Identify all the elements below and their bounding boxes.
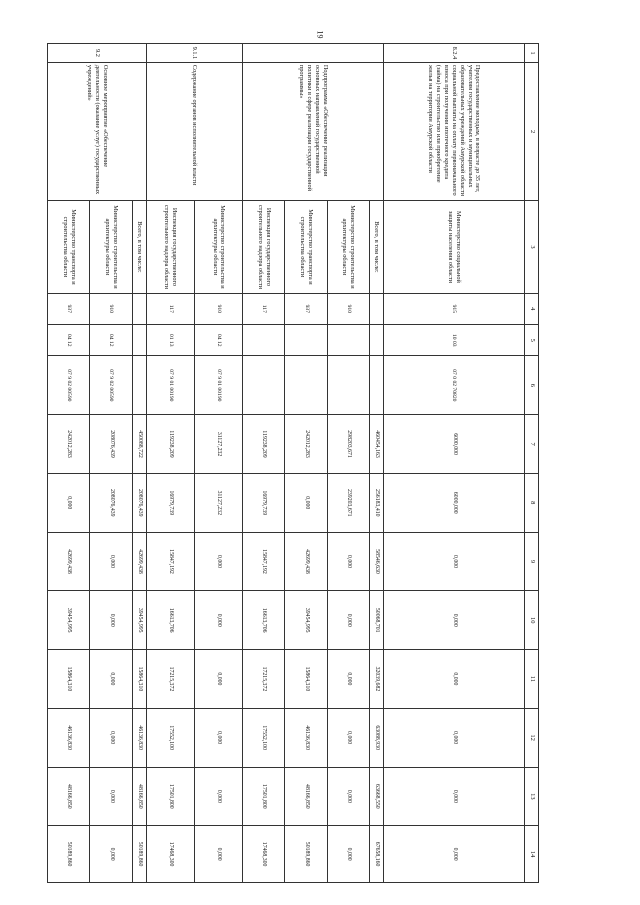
header-cell: 13 [524,767,538,826]
value-cell: 460454,163 [369,415,383,474]
value-cell: 0,000 [384,826,525,883]
value-cell: 63668,550 [369,767,383,826]
header-row [524,44,538,883]
value-cell: 15864,310 [285,650,327,709]
value-cell: 0,000 [48,473,90,532]
rzpr-code [132,325,146,356]
header-cell: 3 [524,201,538,293]
value-cell: 0,000 [90,708,132,767]
rzpr-code [285,325,327,356]
rzpr-code [243,325,285,356]
value-cell: 6000,000 [384,473,525,532]
grbs-code: 937 [285,293,327,324]
value-cell: 0,000 [384,767,525,826]
value-cell: 0,000 [194,650,242,709]
value-cell: 32039,682 [369,650,383,709]
value-cell: 39454,995 [132,591,146,650]
value-cell: 15864,310 [48,650,90,709]
value-cell: 450088,722 [132,415,146,474]
value-cell: 0,000 [384,708,525,767]
table-row [369,44,383,883]
header-cell: 2 [524,62,538,200]
value-cell: 63088,930 [369,708,383,767]
value-cell: 0,000 [90,650,132,709]
value-cell: 119238,209 [243,415,285,474]
executor: Министерство социальной защиты населения области [384,201,525,293]
row-number [243,44,384,63]
value-cell: 239203,671 [327,473,369,532]
value-cell: 0,000 [384,650,525,709]
value-cell: 15847,192 [146,532,194,591]
executor: Всего, в том числе: [132,201,146,293]
executor: Министерство строительства и архитектуры области [90,201,132,293]
rzpr-code: 01 13 [146,325,194,356]
value-cell: 119238,209 [146,415,194,474]
value-cell: 0,000 [327,591,369,650]
value-cell: 0,000 [194,767,242,826]
csr-code: 07 9 02 00590 [90,356,132,415]
csr-code [243,356,285,415]
value-cell: 46136,830 [285,708,327,767]
value-cell: 0,000 [327,767,369,826]
value-cell: 0,000 [194,708,242,767]
header-cell: 12 [524,708,538,767]
value-cell: 16979,739 [146,473,194,532]
rzpr-code [327,325,369,356]
budget-table [47,43,539,883]
executor: Министерство транспорта и строительства области [285,201,327,293]
value-cell: 16613,706 [146,591,194,650]
value-cell: 256183,410 [369,473,383,532]
rzpr-code: 10 03 [384,325,525,356]
value-cell: 0,000 [90,532,132,591]
value-cell: 0,000 [327,708,369,767]
value-cell: 15864,310 [132,650,146,709]
csr-code: 07 9 01 00190 [146,356,194,415]
grbs-code: 910 [327,293,369,324]
header-cell: 5 [524,325,538,356]
value-cell: 242012,283 [48,415,90,474]
executor: Инспекция государственного строительного надзора области [243,201,285,293]
csr-code: 07 0 02 70820 [384,356,525,415]
value-cell: 17552,100 [243,708,285,767]
value-cell: 17552,100 [146,708,194,767]
event-name: Подпрограмма «Обеспечение реализации основных направлений государственной политики в сфере реализации государственной программы» [243,62,384,200]
value-cell: 17215,372 [243,650,285,709]
value-cell: 31127,232 [194,415,242,474]
value-cell: 50189,860 [132,826,146,883]
table-row [384,44,525,883]
value-cell: 0,000 [90,767,132,826]
page-number: 19 [315,30,325,39]
value-cell: 39454,995 [48,591,90,650]
value-cell: 58546,630 [369,532,383,591]
value-cell: 0,000 [384,532,525,591]
value-cell: 298203,671 [327,415,369,474]
rzpr-code: 04 12 [48,325,90,356]
csr-code [285,356,327,415]
value-cell: 50189,860 [48,826,90,883]
value-cell: 17215,372 [146,650,194,709]
event-name: Предоставление молодым, в возрасте до 35 лет, учителям государственных и муниципальных образовательных учреждений Амурской области социальной выплаты на оплату первоначального взноса при получении ипотечного кредита (займа) на строительство или приобретение жилья на территории Амурской области [384,62,525,200]
header-cell: 1 [524,44,538,63]
value-cell: 0,000 [327,826,369,883]
value-cell: 50068,701 [369,591,383,650]
value-cell: 46136,830 [132,708,146,767]
table-area [47,43,539,883]
rzpr-code: 04 12 [194,325,242,356]
row-number: 9.2 [48,44,147,63]
rzpr-code: 04 12 [90,325,132,356]
csr-code: 07 9 01 00190 [194,356,242,415]
event-name: Основное мероприятие «Обеспечение деятельности (оказание услуг) государственных учреждений» [48,62,147,200]
value-cell: 0,000 [285,473,327,532]
executor: Министерство строительства и архитектуры области [194,201,242,293]
grbs-code [369,293,383,324]
grbs-code: 910 [90,293,132,324]
executor: Министерство транспорта и строительства области [48,201,90,293]
value-cell: 0,000 [90,826,132,883]
value-cell: 31127,232 [194,473,242,532]
csr-code [132,356,146,415]
value-cell: 16613,706 [243,591,285,650]
value-cell: 42699,438 [132,532,146,591]
value-cell: 16979,739 [243,473,285,532]
value-cell: 17501,800 [146,767,194,826]
grbs-code: 117 [146,293,194,324]
value-cell: 208076,439 [90,473,132,532]
executor: Инспекция государственного строительного надзора области [146,201,194,293]
grbs-code [132,293,146,324]
value-cell: 0,000 [194,826,242,883]
header-cell: 8 [524,473,538,532]
grbs-code: 117 [243,293,285,324]
value-cell: 48166,850 [285,767,327,826]
grbs-code: 910 [194,293,242,324]
header-cell: 9 [524,532,538,591]
value-cell: 42699,438 [285,532,327,591]
value-cell: 17468,300 [146,826,194,883]
value-cell: 242012,283 [285,415,327,474]
value-cell: 6000,000 [384,415,525,474]
header-cell: 14 [524,826,538,883]
grbs-code: 915 [384,293,525,324]
csr-code: 07 9 02 00590 [48,356,90,415]
value-cell: 15847,192 [243,532,285,591]
header-cell: 11 [524,650,538,709]
header-cell: 10 [524,591,538,650]
rzpr-code [369,325,383,356]
value-cell: 39454,995 [285,591,327,650]
value-cell: 0,000 [327,532,369,591]
grbs-code: 937 [48,293,90,324]
value-cell: 0,000 [327,650,369,709]
value-cell: 48166,850 [132,767,146,826]
value-cell: 0,000 [194,591,242,650]
value-cell: 67658,160 [369,826,383,883]
executor: Министерство строительства и архитектуры области [327,201,369,293]
value-cell: 46136,830 [48,708,90,767]
event-name: Содержание органов исполнительной власти [146,62,243,200]
csr-code [327,356,369,415]
header-cell: 7 [524,415,538,474]
row-number: 9.1.1 [146,44,243,63]
csr-code [369,356,383,415]
value-cell: 0,000 [384,591,525,650]
executor: Всего, в том числе: [369,201,383,293]
value-cell: 17501,800 [243,767,285,826]
header-cell: 6 [524,356,538,415]
value-cell: 42699,438 [48,532,90,591]
value-cell: 208076,439 [132,473,146,532]
value-cell: 50189,860 [285,826,327,883]
row-number: 8.2.4 [384,44,525,63]
value-cell: 0,000 [90,591,132,650]
value-cell: 208076,439 [90,415,132,474]
value-cell: 48166,850 [48,767,90,826]
table-row [194,44,242,883]
table-row [132,44,146,883]
value-cell: 17468,300 [243,826,285,883]
value-cell: 0,000 [194,532,242,591]
header-cell: 4 [524,293,538,324]
